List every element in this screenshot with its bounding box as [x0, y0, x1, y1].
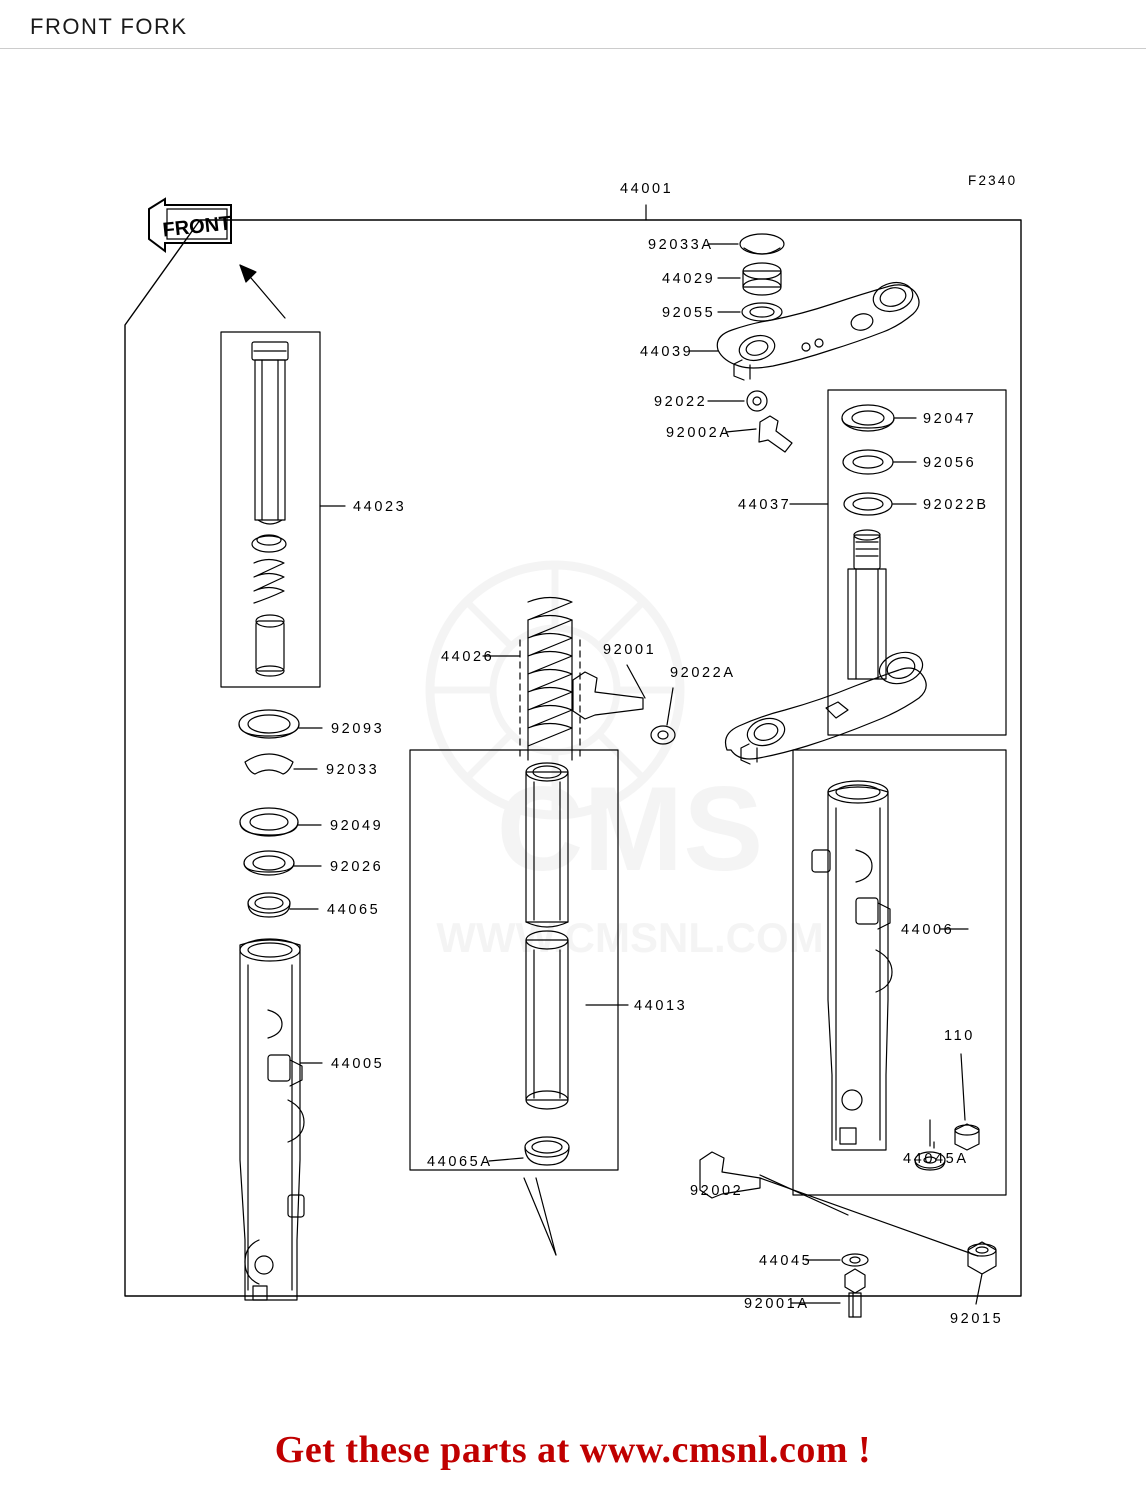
- callout-92001a: 92001A: [744, 1296, 810, 1312]
- callout-44005: 44005: [331, 1056, 385, 1072]
- callout-92002: 92002: [690, 1183, 744, 1199]
- parts-diagram: [0, 60, 1146, 1420]
- callout-92022: 92022: [654, 394, 708, 410]
- callout-44006: 44006: [901, 922, 955, 938]
- front-badge-text: FRONT: [161, 212, 233, 242]
- callout-92049: 92049: [330, 818, 384, 834]
- callout-92055: 92055: [662, 305, 716, 321]
- callout-44029: 44029: [662, 271, 716, 287]
- diagram-vector: [0, 60, 1146, 1420]
- front-direction-badge: [145, 195, 240, 260]
- callout-92015: 92015: [950, 1311, 1004, 1327]
- callout-92022a: 92022A: [670, 665, 736, 681]
- callout-44037: 44037: [738, 497, 792, 513]
- watermark-url-text: WWW.CMSNL.COM: [436, 914, 824, 961]
- callout-92033: 92033: [326, 762, 380, 778]
- callout-44039: 44039: [640, 344, 694, 360]
- callout-110: 110: [944, 1028, 975, 1044]
- callout-44013: 44013: [634, 998, 688, 1014]
- callout-92001: 92001: [603, 642, 657, 658]
- callout-92022b: 92022B: [923, 497, 989, 513]
- callout-44023: 44023: [353, 499, 407, 515]
- callout-92047: 92047: [923, 411, 977, 427]
- page-title: FRONT FORK: [30, 14, 188, 39]
- callout-44045a: 44045A: [903, 1151, 969, 1167]
- callout-92002a: 92002A: [666, 425, 732, 441]
- callout-44001: 44001: [620, 181, 674, 197]
- callout-92056: 92056: [923, 455, 977, 471]
- callout-92033a: 92033A: [648, 237, 714, 253]
- footer-promo-text: Get these parts at www.cmsnl.com !: [274, 1429, 872, 1471]
- callout-f2340: F2340: [968, 173, 1018, 188]
- callout-44065: 44065: [327, 902, 381, 918]
- callout-92093: 92093: [331, 721, 385, 737]
- callout-44026: 44026: [441, 649, 495, 665]
- callout-44065a: 44065A: [427, 1154, 493, 1170]
- title-divider: [0, 48, 1146, 49]
- callout-92026: 92026: [330, 859, 384, 875]
- callout-44045: 44045: [759, 1253, 813, 1269]
- watermark-top-text: CMS: [496, 762, 764, 896]
